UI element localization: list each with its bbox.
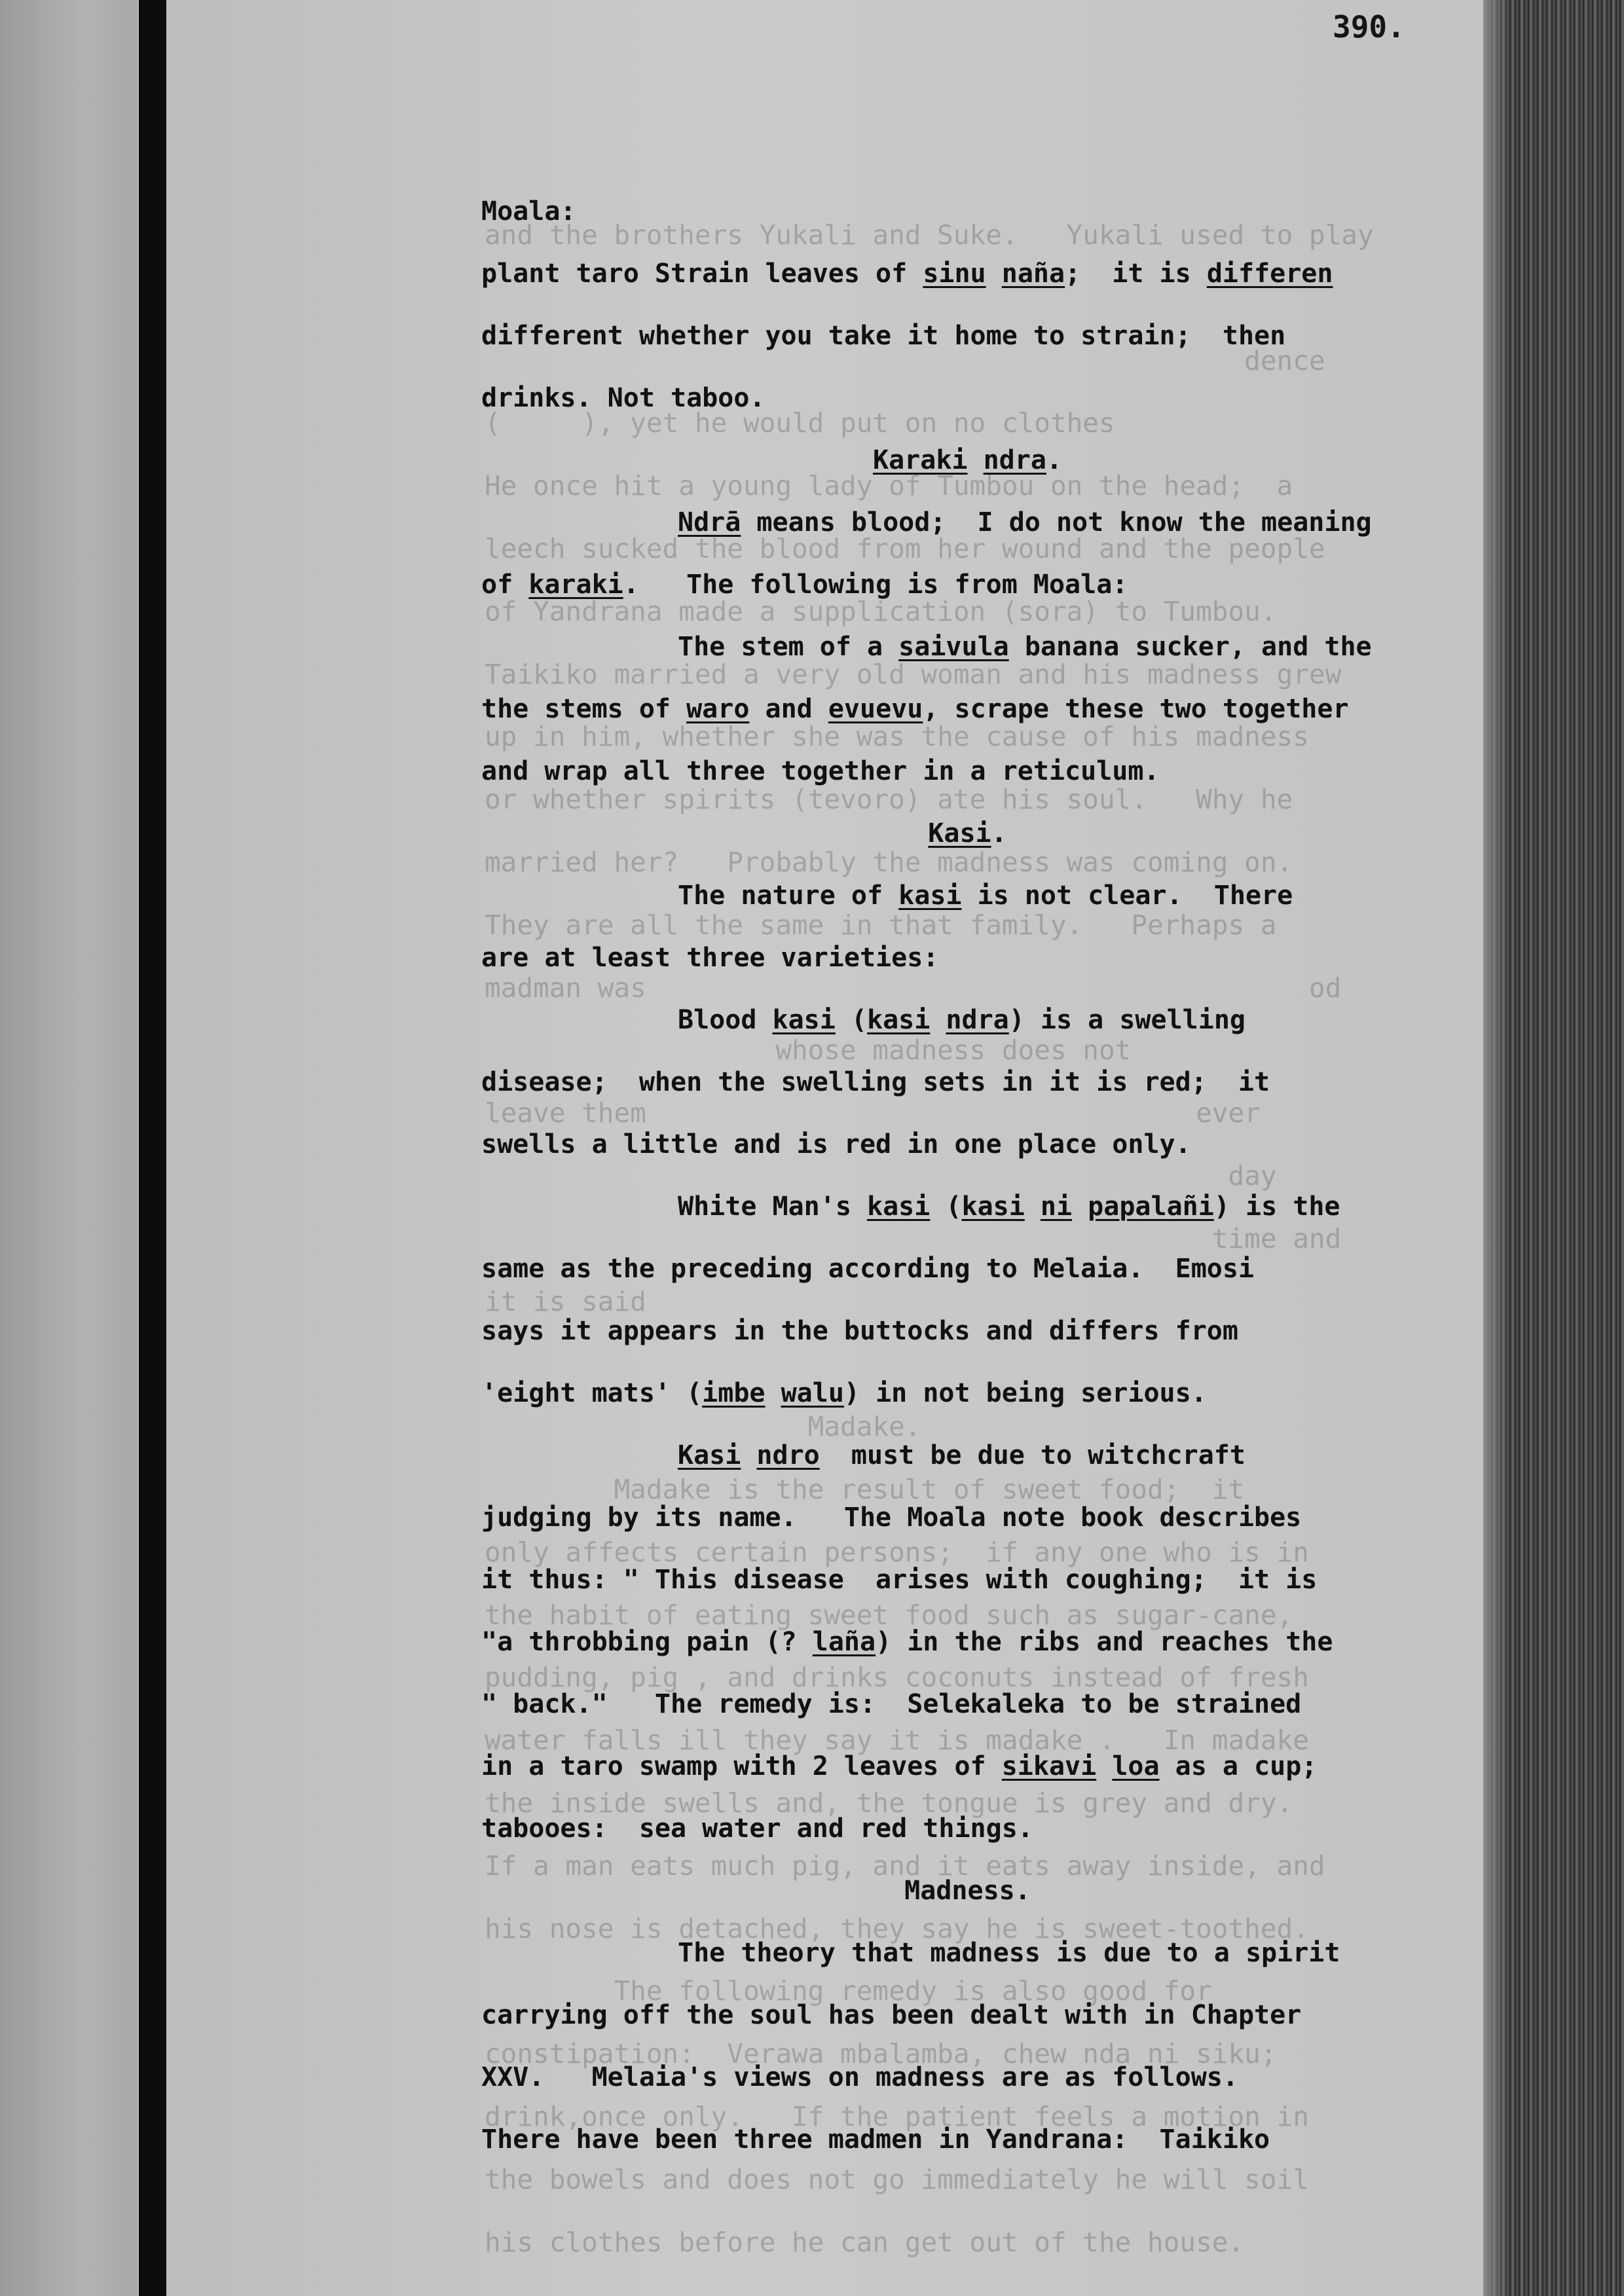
underlined-term: walu — [781, 1378, 844, 1408]
text-line — [481, 1549, 1480, 1611]
show-through-line: He once hit a young lady of Tumbou on the head; a — [485, 470, 1293, 502]
show-through-line: dence — [485, 344, 1325, 376]
underlined-term: Kasi — [928, 818, 991, 848]
text-segment: in a taro swamp with 2 leaves of — [481, 1751, 1002, 1781]
text-segment: ) in the ribs and reaches the — [876, 1627, 1333, 1657]
show-through-line: ( ), yet he would put on no clothes — [485, 407, 1115, 439]
show-through-line: The following remedy is also good for — [485, 1975, 1212, 2007]
left-margin — [0, 0, 138, 2296]
text-segment — [930, 1005, 946, 1035]
underlined-term: sikavi — [1001, 1751, 1097, 1781]
show-through-line: and the brothers Yukali and Suke. Yukali used to play — [485, 219, 1374, 251]
text-segment: same as the preceding according to Melaia. Emosi — [481, 1254, 1255, 1284]
text-line — [481, 2047, 1480, 2109]
show-through-line: Taikiko married a very old woman and his madness grew — [485, 658, 1342, 690]
text-segment: different whether you take it home to strain; then — [481, 321, 1286, 351]
text-segment: must be due to witchcraft — [819, 1440, 1246, 1470]
underlined-term: laña — [812, 1627, 876, 1657]
text-line — [481, 1425, 1480, 1487]
underlined-term: evuevu — [828, 694, 923, 724]
text-segment — [741, 1440, 756, 1470]
text-line — [481, 740, 1480, 803]
text-segment: of — [481, 570, 529, 600]
text-segment: The stem of a — [678, 632, 899, 662]
text-line — [481, 1798, 1480, 1860]
show-through-line: the bowels and does not go immediately he will soil — [485, 2163, 1309, 2195]
text-segment: The nature of — [678, 881, 899, 911]
underlined-term: karaki — [528, 570, 623, 600]
text-segment: "a throbbing pain (? — [481, 1627, 813, 1657]
text-line — [481, 305, 1480, 367]
text-line — [481, 2109, 1480, 2171]
show-through-line: Madake. — [485, 1411, 921, 1443]
text-segment — [1096, 1751, 1112, 1781]
text-segment: swells a little and is red in one place only. — [481, 1129, 1191, 1159]
text-line — [481, 1176, 1480, 1238]
text-segment: plant taro — [481, 259, 655, 289]
text-segment: banana sucker, and the — [1008, 632, 1372, 662]
show-through-line: his clothes before he can get out of the house. — [485, 2226, 1245, 2258]
show-through-line: or whether spirits (tevoro) ate his soul. Why he — [485, 784, 1293, 816]
underlined-term: kasi — [772, 1005, 836, 1035]
text-segment: says it appears in the buttocks and differs from — [481, 1316, 1238, 1346]
underlined-term: kasi — [961, 1192, 1025, 1222]
underlined-term: Karaki — [872, 445, 968, 475]
text-segment: drinks. — [481, 383, 608, 413]
text-segment: Strain leaves of — [654, 259, 923, 289]
show-through-line: time and — [485, 1222, 1342, 1254]
underlined-term: naña — [1001, 259, 1065, 289]
text-line — [481, 1300, 1480, 1362]
text-segment: disease; when the swelling sets in it is red; it — [481, 1067, 1270, 1097]
underlined-term: Kasi — [678, 1440, 741, 1470]
text-line — [481, 1114, 1480, 1176]
underlined-term: kasi — [866, 1192, 931, 1222]
text-line — [481, 1922, 1480, 1984]
text-line — [481, 1673, 1480, 1736]
text-segment: " back." The remedy is: Selekaleka to be strained — [481, 1689, 1302, 1719]
text-segment — [986, 259, 1002, 289]
text-segment: means blood; I do not know the meaning — [741, 507, 1372, 538]
show-through-line: If a man eats much pig, and it eats away inside, and — [485, 1850, 1325, 1882]
text-segment: Madness. — [904, 1876, 1031, 1906]
underlined-term: ndro — [756, 1440, 820, 1470]
show-through-line: constipation: Verawa mbalamba, chew nda ni siku; — [485, 2038, 1277, 2070]
show-through-line: only affects certain persons; if any one who is in — [485, 1536, 1309, 1568]
show-through-line: madman was od — [485, 972, 1342, 1004]
text-line — [481, 429, 1480, 492]
text-segment: ; it is — [1065, 259, 1207, 289]
text-line — [481, 181, 1480, 243]
text-line — [481, 927, 1480, 989]
text-segment: are at least three varieties: — [481, 943, 939, 973]
show-through-line: the habit of eating sweet food such as sugar-cane, — [485, 1599, 1293, 1631]
underlined-term: ni — [1040, 1192, 1073, 1222]
text-line — [481, 1362, 1480, 1425]
text-line — [481, 554, 1480, 616]
text-segment — [765, 1378, 781, 1408]
text-line — [481, 1238, 1480, 1300]
text-segment — [967, 445, 983, 475]
text-segment: ) is a swelling — [1008, 1005, 1246, 1035]
show-through-line: They are all the same in that family. Perhaps a — [485, 909, 1277, 941]
text-line — [481, 1860, 1480, 1922]
text-segment: White Man's — [678, 1192, 867, 1222]
text-segment: ( — [930, 1192, 962, 1222]
show-through-line: the inside swells and, the tongue is grey and dry. — [485, 1787, 1293, 1819]
page-edge-shadow — [1483, 0, 1509, 2296]
show-through-line: drink,once only. If the patient feels a motion in — [485, 2100, 1309, 2132]
underlined-term: loa — [1112, 1751, 1160, 1781]
underlined-term: kasi — [898, 881, 962, 911]
text-segment: Moala: — [481, 196, 576, 227]
text-segment: There have been three madmen in Yandrana: Taikiko — [481, 2124, 1270, 2155]
text-segment — [1072, 1192, 1088, 1222]
show-through-line: leave them ever — [485, 1097, 1261, 1129]
show-through-line: day — [485, 1159, 1277, 1192]
text-segment: . — [1046, 445, 1062, 475]
text-segment: . The following is from Moala: — [623, 570, 1128, 600]
show-through-line: pudding, pig , and drinks coconuts instead of fresh — [485, 1662, 1309, 1694]
text-line — [481, 803, 1480, 865]
text-segment: as a cup; — [1159, 1751, 1318, 1781]
typed-text-body — [481, 181, 1480, 2171]
text-segment — [1025, 1192, 1041, 1222]
underlined-term: ndra — [946, 1005, 1009, 1035]
text-segment: judging by its name. The Moala note book describes — [481, 1503, 1302, 1533]
text-line — [481, 1984, 1480, 2047]
underlined-term: Ndrā — [678, 507, 741, 538]
text-segment: tabooes: sea water and red things. — [481, 1813, 1033, 1844]
show-through-line: up in him, whether she was the cause of his madness — [485, 721, 1309, 753]
text-segment: ) is the — [1213, 1192, 1340, 1222]
text-line — [481, 1611, 1480, 1673]
text-line — [481, 243, 1480, 305]
show-through-line: whose madness does not — [485, 1034, 1132, 1066]
show-through-line: water falls ill they say it is madake . In madake — [485, 1724, 1309, 1757]
text-segment: ( — [835, 1005, 867, 1035]
underlined-term: differen — [1206, 259, 1333, 289]
underlined-term: waro — [686, 694, 750, 724]
show-through-line: leech sucked the blood from her wound and the people — [485, 532, 1325, 564]
text-segment: Blood — [678, 1005, 773, 1035]
text-segment: , scrape these two together — [923, 694, 1349, 724]
text-line — [481, 492, 1480, 554]
text-line — [481, 1736, 1480, 1798]
underlined-term: sinu — [923, 259, 986, 289]
text-segment: it thus: " This disease arises with coughing; it is — [481, 1565, 1318, 1595]
text-segment: is not clear. There — [961, 881, 1293, 911]
text-segment: 'eight mats' ( — [481, 1378, 703, 1408]
text-segment: carrying off the soul has been dealt with in Chapter — [481, 2000, 1302, 2030]
show-through-line: it is said — [485, 1285, 1196, 1317]
show-through-line: his nose is detached, they say he is sweet-toothed. — [485, 1912, 1309, 1944]
text-line — [481, 1051, 1480, 1114]
text-segment: and — [749, 694, 828, 724]
underlined-term: ndra — [983, 445, 1046, 475]
show-through-line: married her? Probably the madness was coming on. — [485, 846, 1293, 878]
underlined-term: imbe — [702, 1378, 766, 1408]
text-segment: XXV. Melaia's views on madness are as follows. — [481, 2062, 1238, 2092]
show-through-line: of Yandrana made a supplication (sora) to Tumbou. — [485, 595, 1277, 627]
underlined-term: kasi — [867, 1005, 931, 1035]
text-segment: Not taboo. — [607, 383, 766, 413]
text-segment: . — [991, 818, 1007, 848]
page-number: 390. — [1333, 9, 1405, 45]
text-line — [481, 616, 1480, 678]
underlined-term: saivula — [898, 632, 1009, 662]
text-segment: ) in not being serious. — [843, 1378, 1207, 1408]
text-line — [481, 989, 1480, 1051]
text-segment: The theory that madness is due to a spirit — [678, 1938, 1340, 1968]
show-through-line: Madake is the result of sweet food; it — [485, 1473, 1245, 1505]
text-segment: and wrap all three together in a reticulum. — [481, 756, 1160, 786]
underlined-term: papalañi — [1088, 1192, 1214, 1222]
text-line — [481, 1487, 1480, 1549]
binding-strip — [139, 0, 166, 2296]
text-segment: the stems of — [481, 694, 687, 724]
text-line — [481, 678, 1480, 740]
text-line — [481, 367, 1480, 429]
text-line — [481, 865, 1480, 927]
